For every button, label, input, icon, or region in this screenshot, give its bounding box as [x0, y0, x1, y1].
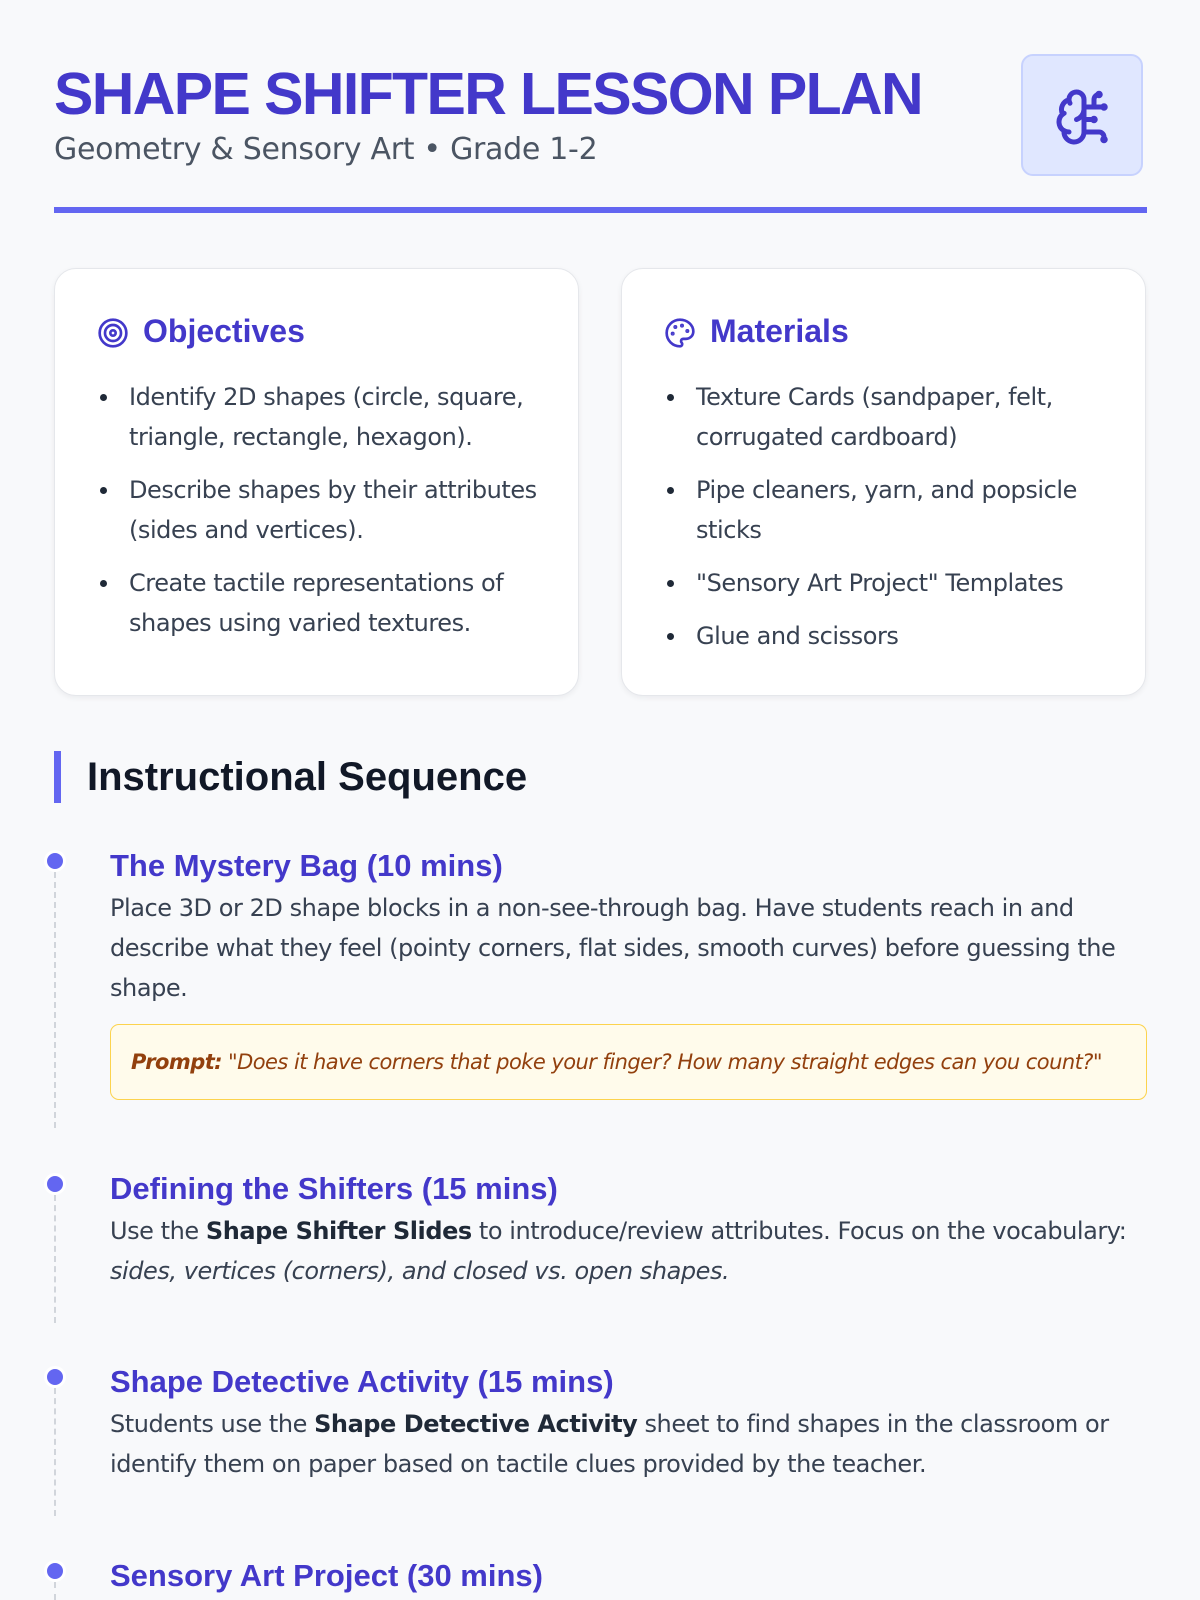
header-divider: [54, 207, 1147, 213]
bullet: [667, 394, 674, 401]
list-item: [664, 616, 1114, 656]
bullet: [100, 487, 107, 494]
step-title: Defining the Shifters (15 mins): [110, 1171, 558, 1206]
sequence-step-sensory-art: [110, 1556, 1150, 1596]
timeline-connector: [54, 1582, 56, 1600]
bullet: [667, 487, 674, 494]
section-accent-bar: [54, 751, 61, 803]
step-title: Sensory Art Project (30 mins): [110, 1558, 543, 1593]
list-item: [97, 563, 547, 643]
sequence-step-mystery-bag: [110, 846, 1150, 1008]
header: [54, 54, 1147, 214]
list-item: [664, 470, 1114, 550]
step-description: [110, 1211, 1150, 1291]
target-icon: [97, 317, 129, 349]
list-item: [97, 470, 547, 550]
resource-name: Shape Detective Activity: [314, 1410, 638, 1438]
page-subtitle: Geometry & Sensory Art • Grade 1-2: [54, 132, 598, 167]
page-title: SHAPE SHIFTER LESSON PLAN: [54, 61, 923, 127]
objectives-title: Objectives: [143, 313, 305, 349]
step-description: [110, 1404, 1150, 1484]
step-title: Shape Detective Activity (15 mins): [110, 1364, 614, 1399]
bullet: [667, 633, 674, 640]
bullet: [100, 394, 107, 401]
material-text: Texture Cards (sandpaper, felt, corrugated cardboard): [696, 383, 1053, 451]
step-text-part: Students use the: [110, 1410, 315, 1438]
resource-name: Shape Shifter Slides: [205, 1217, 472, 1245]
timeline-dot: [44, 1366, 66, 1388]
logo-badge: [1021, 54, 1143, 176]
prompt-label: Prompt:: [131, 1050, 223, 1074]
step-text-part: to introduce/review attributes. Focus on the vocabulary:: [471, 1217, 1127, 1245]
sequence-step-shape-detective: [110, 1362, 1150, 1484]
materials-list: [664, 377, 1114, 669]
palette-icon: [664, 317, 696, 349]
timeline-connector: [54, 1195, 56, 1323]
materials-title: Materials: [710, 313, 849, 349]
list-item: [97, 377, 547, 457]
bullet: [100, 580, 107, 587]
material-text: Pipe cleaners, yarn, and popsicle sticks: [696, 476, 1077, 544]
timeline-connector: [54, 872, 56, 1128]
prompt-text: "Does it have corners that poke your finger? How many straight edges can you count?": [228, 1050, 1103, 1074]
sequence-step-defining-shifters: [110, 1169, 1150, 1291]
section-title: Instructional Sequence: [87, 755, 528, 799]
step-text-part: sheet to find shapes in the classroom or identify them on paper based on tactile clues provided by the teacher.: [110, 1410, 1109, 1478]
objectives-card: [54, 268, 579, 696]
timeline-connector: [54, 1388, 56, 1516]
prompt-callout: [110, 1024, 1147, 1100]
objective-text: Identify 2D shapes (circle, square, triangle, rectangle, hexagon).: [129, 383, 524, 451]
vocabulary-list: sides, vertices (corners), and closed vs. open shapes.: [110, 1257, 730, 1285]
step-description: Place 3D or 2D shape blocks in a non-see-through bag. Have students reach in and describe what they feel (pointy corners, flat sides, smooth curves) before guessing the shape.: [110, 894, 1116, 1002]
step-text-part: Use the: [110, 1217, 206, 1245]
list-item: [664, 563, 1114, 603]
brain-icon: [1054, 87, 1114, 147]
material-text: Glue and scissors: [696, 622, 899, 650]
objective-text: Describe shapes by their attributes (sides and vertices).: [129, 476, 537, 544]
timeline-dot: [44, 850, 66, 872]
timeline-dot: [44, 1173, 66, 1195]
material-text: "Sensory Art Project" Templates: [696, 569, 1064, 597]
objectives-list: [97, 377, 547, 656]
timeline-dot: [44, 1560, 66, 1582]
step-title: The Mystery Bag (10 mins): [110, 848, 503, 883]
list-item: [664, 377, 1114, 457]
bullet: [667, 580, 674, 587]
objective-text: Create tactile representations of shapes using varied textures.: [129, 569, 504, 637]
materials-card: [621, 268, 1146, 696]
